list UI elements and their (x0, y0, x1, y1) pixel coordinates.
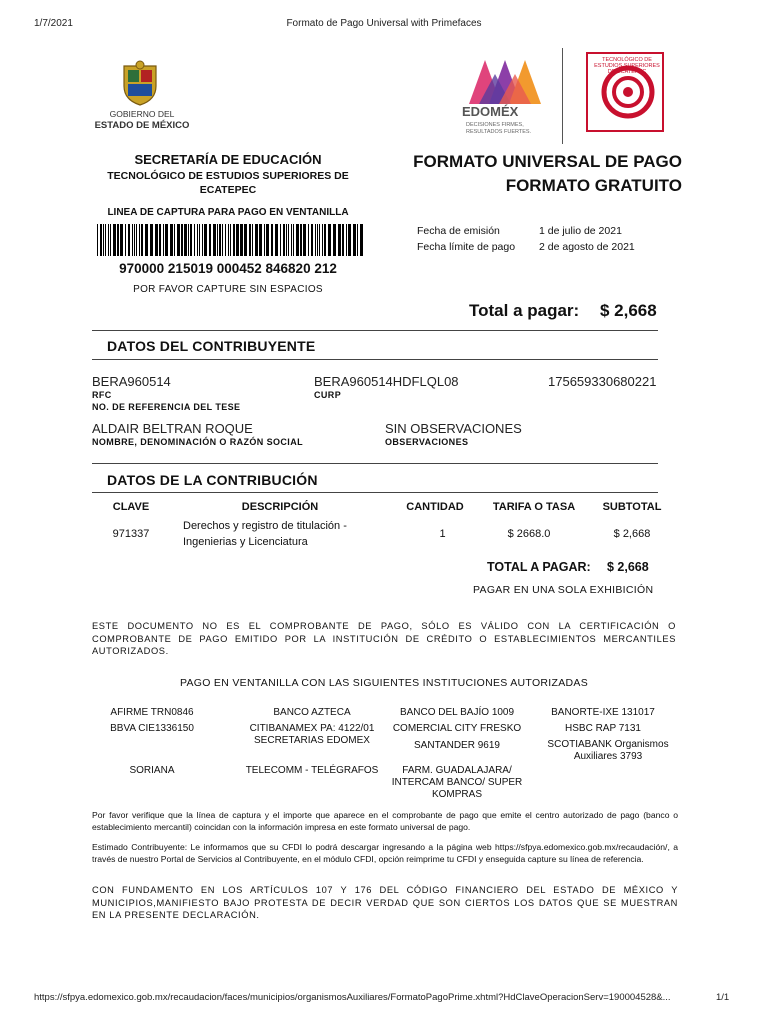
col-descripcion: DESCRIPCIÓN (241, 501, 319, 513)
col-cantidad: CANTIDAD (406, 501, 464, 513)
inst-santander: SANTANDER 9619 (414, 740, 500, 751)
barcode-bar (117, 224, 119, 256)
barcode-bar (136, 224, 137, 256)
barcode-bar (177, 224, 180, 256)
row-cantidad: 1 (439, 528, 446, 540)
legal-note: CON FUNDAMENTO EN LOS ARTÍCULOS 107 Y 176 DEL CÓDIGO FINANCIERO DEL ESTADO DE MÉXICO Y MUNICIPIOS,MANIFIESTO BAJO PROTESTA DE DECIR VERDAD QUE SON CIERTOS LOS DATOS QUE SE MUESTRAN EN LA PRESENTE DECLARACIÓN. (92, 885, 678, 920)
rfc-value: BERA960514 (92, 374, 171, 389)
barcode-bar (219, 224, 221, 256)
inst-soriana: SORIANA (129, 765, 175, 776)
gov-line1: GOBIERNO DEL (109, 109, 175, 119)
divider-top-contribuyente (92, 330, 658, 331)
barcode-bar (120, 224, 123, 256)
row-clave: 971337 (112, 528, 150, 540)
barcode-bar (342, 224, 344, 256)
obs-label: OBSERVACIONES (385, 437, 469, 447)
barcode-bar (259, 224, 262, 256)
inst-afirme: AFIRME TRN0846 (110, 707, 194, 718)
barcode-bar (311, 224, 313, 256)
barcode-bar (255, 224, 258, 256)
table-total-value: $ 2,668 (607, 560, 649, 574)
barcode-bar (286, 224, 287, 256)
barcode-bar (174, 224, 175, 256)
inst-banorte: BANORTE-IXE 131017 (551, 707, 655, 718)
inst-scotiabank: SCOTIABANK Organismos Auxiliares 3793 (547, 739, 669, 762)
barcode-bar (317, 224, 318, 256)
institutions-title: PAGO EN VENTANILLA CON LAS SIGUIENTES INSTITUCIONES AUTORIZADAS (179, 677, 589, 689)
barcode-bar (328, 224, 331, 256)
inst-cityfresko: COMERCIAL CITY FRESKO (392, 723, 522, 734)
barcode-bar (333, 224, 336, 256)
gov-line2: ESTADO DE MÉXICO (94, 120, 190, 131)
barcode-bar (300, 224, 302, 256)
barcode-bar (134, 224, 135, 256)
barcode-bar (139, 224, 140, 256)
barcode-bar (322, 224, 323, 256)
barcode-bar (264, 224, 265, 256)
barcode-bar (204, 224, 207, 256)
barcode-bar (184, 224, 187, 256)
barcode-bar (360, 224, 363, 256)
emision-value: 1 de julio de 2021 (539, 225, 622, 237)
barcode-bar (233, 224, 235, 256)
contribucion-title: DATOS DE LA CONTRIBUCIÓN (107, 472, 318, 488)
col-subtotal: SUBTOTAL (602, 501, 662, 513)
barcode-bar (348, 224, 351, 256)
rfc-label: RFC (92, 390, 112, 400)
inst-bajio: BANCO DEL BAJÍO 1009 (399, 707, 515, 718)
exhibicion-note: PAGAR EN UNA SOLA EXHIBICIÓN (473, 584, 654, 596)
curp-value: BERA960514HDFLQL08 (314, 374, 459, 389)
barcode-bar (188, 224, 189, 256)
barcode-bar (230, 224, 231, 256)
state-coat-of-arms-icon (118, 60, 162, 106)
barcode-bar (288, 224, 289, 256)
secretaria-title: SECRETARÍA DE EDUCACIÓN (134, 152, 322, 167)
name-value: ALDAIR BELTRAN ROQUE (92, 421, 253, 436)
tese-logo-icon (586, 52, 664, 132)
barcode-bar (125, 224, 126, 256)
barcode-bar (280, 224, 281, 256)
print-page: 1/1 (716, 992, 730, 1003)
barcode-bar (159, 224, 161, 256)
barcode-bar (303, 224, 306, 256)
barcode-bar (319, 224, 320, 256)
tese-logo-text: TECNOLÓGICO DE ESTUDIOS SUPERIORES DE ECATEPEC (594, 57, 660, 75)
barcode-bar (199, 224, 200, 256)
barcode-bar (190, 224, 192, 256)
obs-value: SIN OBSERVACIONES (385, 421, 522, 436)
barcode-bar (213, 224, 216, 256)
verify-note: Por favor verifique que la línea de captura y el importe que aparece en el comprobante de pago que emite el centro autorizado de pago (banco o establecimiento mercantil) coincidan con la información impresa en este formato universal de pago. (92, 810, 678, 832)
capture-note: POR FAVOR CAPTURE SIN ESPACIOS (133, 284, 323, 295)
edomex-name: EDOMÉX (462, 104, 519, 119)
divider-bottom-contribucion (92, 492, 658, 493)
barcode-bar (283, 224, 285, 256)
row-tarifa: $ 2668.0 (507, 528, 551, 540)
barcode-bar (338, 224, 341, 256)
inst-azteca: BANCO AZTECA (273, 707, 351, 718)
barcode-bar (103, 224, 104, 256)
barcode-bar (110, 224, 111, 256)
divider-top-contribucion (92, 463, 658, 464)
limite-label: Fecha límite de pago (417, 241, 516, 253)
edomex-logo-icon (465, 58, 545, 104)
barcode (97, 224, 363, 256)
barcode-bar (353, 224, 356, 256)
barcode-bar (145, 224, 148, 256)
inst-citibanamex: CITIBANAMEX PA: 4122/01 SECRETARIAS EDOMEX (249, 723, 375, 746)
barcode-bar (293, 224, 294, 256)
inst-bbva: BBVA CIE1336150 (110, 723, 194, 734)
barcode-bar (240, 224, 243, 256)
col-tarifa: TARIFA O TASA (492, 501, 576, 513)
barcode-bar (132, 224, 133, 256)
barcode-bar (225, 224, 226, 256)
barcode-bar (209, 224, 211, 256)
barcode-bar (236, 224, 239, 256)
barcode-bar (275, 224, 278, 256)
capture-heading: LINEA DE CAPTURA PARA PAGO EN VENTANILLA (107, 207, 349, 218)
divider-bottom-contribuyente (92, 359, 658, 360)
edomex-slogan1: DECISIONES FIRMES, (466, 122, 524, 128)
barcode-bar (155, 224, 158, 256)
limite-value: 2 de agosto de 2021 (539, 241, 635, 253)
form-subtitle: FORMATO GRATUITO (505, 176, 682, 195)
inst-farm-guadalajara: FARM. GUADALAJARA/ INTERCAM BANCO/ SUPER KOMPRAS (391, 765, 523, 800)
total-label: Total a pagar: (469, 301, 580, 320)
barcode-bar (100, 224, 102, 256)
barcode-bar (194, 224, 195, 256)
institution-name: TECNOLÓGICO DE ESTUDIOS SUPERIORES DE ECATEPEC (107, 170, 349, 196)
logo-divider (562, 48, 563, 144)
barcode-bar (105, 224, 106, 256)
table-total-label: TOTAL A PAGAR: (487, 560, 591, 574)
barcode-bar (165, 224, 168, 256)
barcode-bar (252, 224, 253, 256)
row-desc-line1: Derechos y registro de titulación - (183, 520, 347, 532)
barcode-bar (97, 224, 98, 256)
name-label: NOMBRE, DENOMINACIÓN O RAZÓN SOCIAL (92, 437, 303, 447)
barcode-bar (228, 224, 229, 256)
cfdi-note: Estimado Contribuyente: Le informamos que su CFDI lo podrá descargar ingresando a la página web https://sfpya.edomexico.gob.mx/recaudación/, a través de nuestro Portal de Servicios al Contribuyente, en el módulo CFDI, opción reimprime tu CFDI y enseguida capture su línea de referencia. (92, 842, 678, 864)
row-subtotal: $ 2,668 (613, 528, 651, 540)
row-desc-line2: Ingenierias y Licenciatura (183, 536, 308, 548)
barcode-bar (217, 224, 218, 256)
inst-hsbc: HSBC RAP 7131 (565, 723, 641, 734)
form-title: FORMATO UNIVERSAL DE PAGO (413, 152, 682, 171)
barcode-bar (222, 224, 223, 256)
ref-value: 175659330680221 (548, 374, 657, 389)
total-amount: $ 2,668 (600, 301, 657, 320)
barcode-bar (181, 224, 183, 256)
barcode-bar (163, 224, 164, 256)
barcode-bar (308, 224, 309, 256)
barcode-bar (108, 224, 109, 256)
edomex-slogan2: RESULTADOS FUERTES. (466, 129, 532, 135)
barcode-bar (324, 224, 326, 256)
print-url: https://sfpya.edomexico.gob.mx/recaudacion/faces/municipios/organismosAuxiliares/FormatoPagoPrime.xhtml?HdClaveOperacionServ=190004528&... (34, 992, 671, 1003)
barcode-bar (197, 224, 198, 256)
barcode-bar (291, 224, 292, 256)
barcode-bar (128, 224, 130, 256)
barcode-bar (271, 224, 273, 256)
contribuyente-title: DATOS DEL CONTRIBUYENTE (107, 338, 316, 354)
ref-label: NO. DE REFERENCIA DEL TESE (92, 402, 241, 412)
barcode-bar (244, 224, 247, 256)
barcode-bar (113, 224, 116, 256)
barcode-bar (346, 224, 347, 256)
print-title: Formato de Pago Universal with Primefaces (286, 18, 482, 29)
barcode-bar (357, 224, 358, 256)
barcode-bar (202, 224, 203, 256)
barcode-bar (150, 224, 153, 256)
barcode-bar (296, 224, 299, 256)
disclaimer: ESTE DOCUMENTO NO ES EL COMPROBANTE DE PAGO, SÓLO ES VÁLIDO CON LA CERTIFICACIÓN O COMPROBANTE DE PAGO EMITIDO POR LA INSTITUCIÓN DE CRÉDITO O ESTABLECIMIENTOS MERCANTILES AUTORIZADOS. (92, 621, 676, 656)
barcode-bar (170, 224, 173, 256)
curp-label: CURP (314, 390, 342, 400)
capture-line: 970000 215019 000452 846820 212 (119, 261, 337, 276)
col-clave: CLAVE (112, 501, 150, 513)
inst-telecomm: TELECOMM - TELÉGRAFOS (245, 765, 379, 776)
barcode-bar (315, 224, 316, 256)
barcode-bar (266, 224, 269, 256)
emision-label: Fecha de emisión (417, 225, 500, 237)
barcode-bar (141, 224, 143, 256)
print-date: 1/7/2021 (34, 18, 73, 29)
barcode-bar (249, 224, 251, 256)
